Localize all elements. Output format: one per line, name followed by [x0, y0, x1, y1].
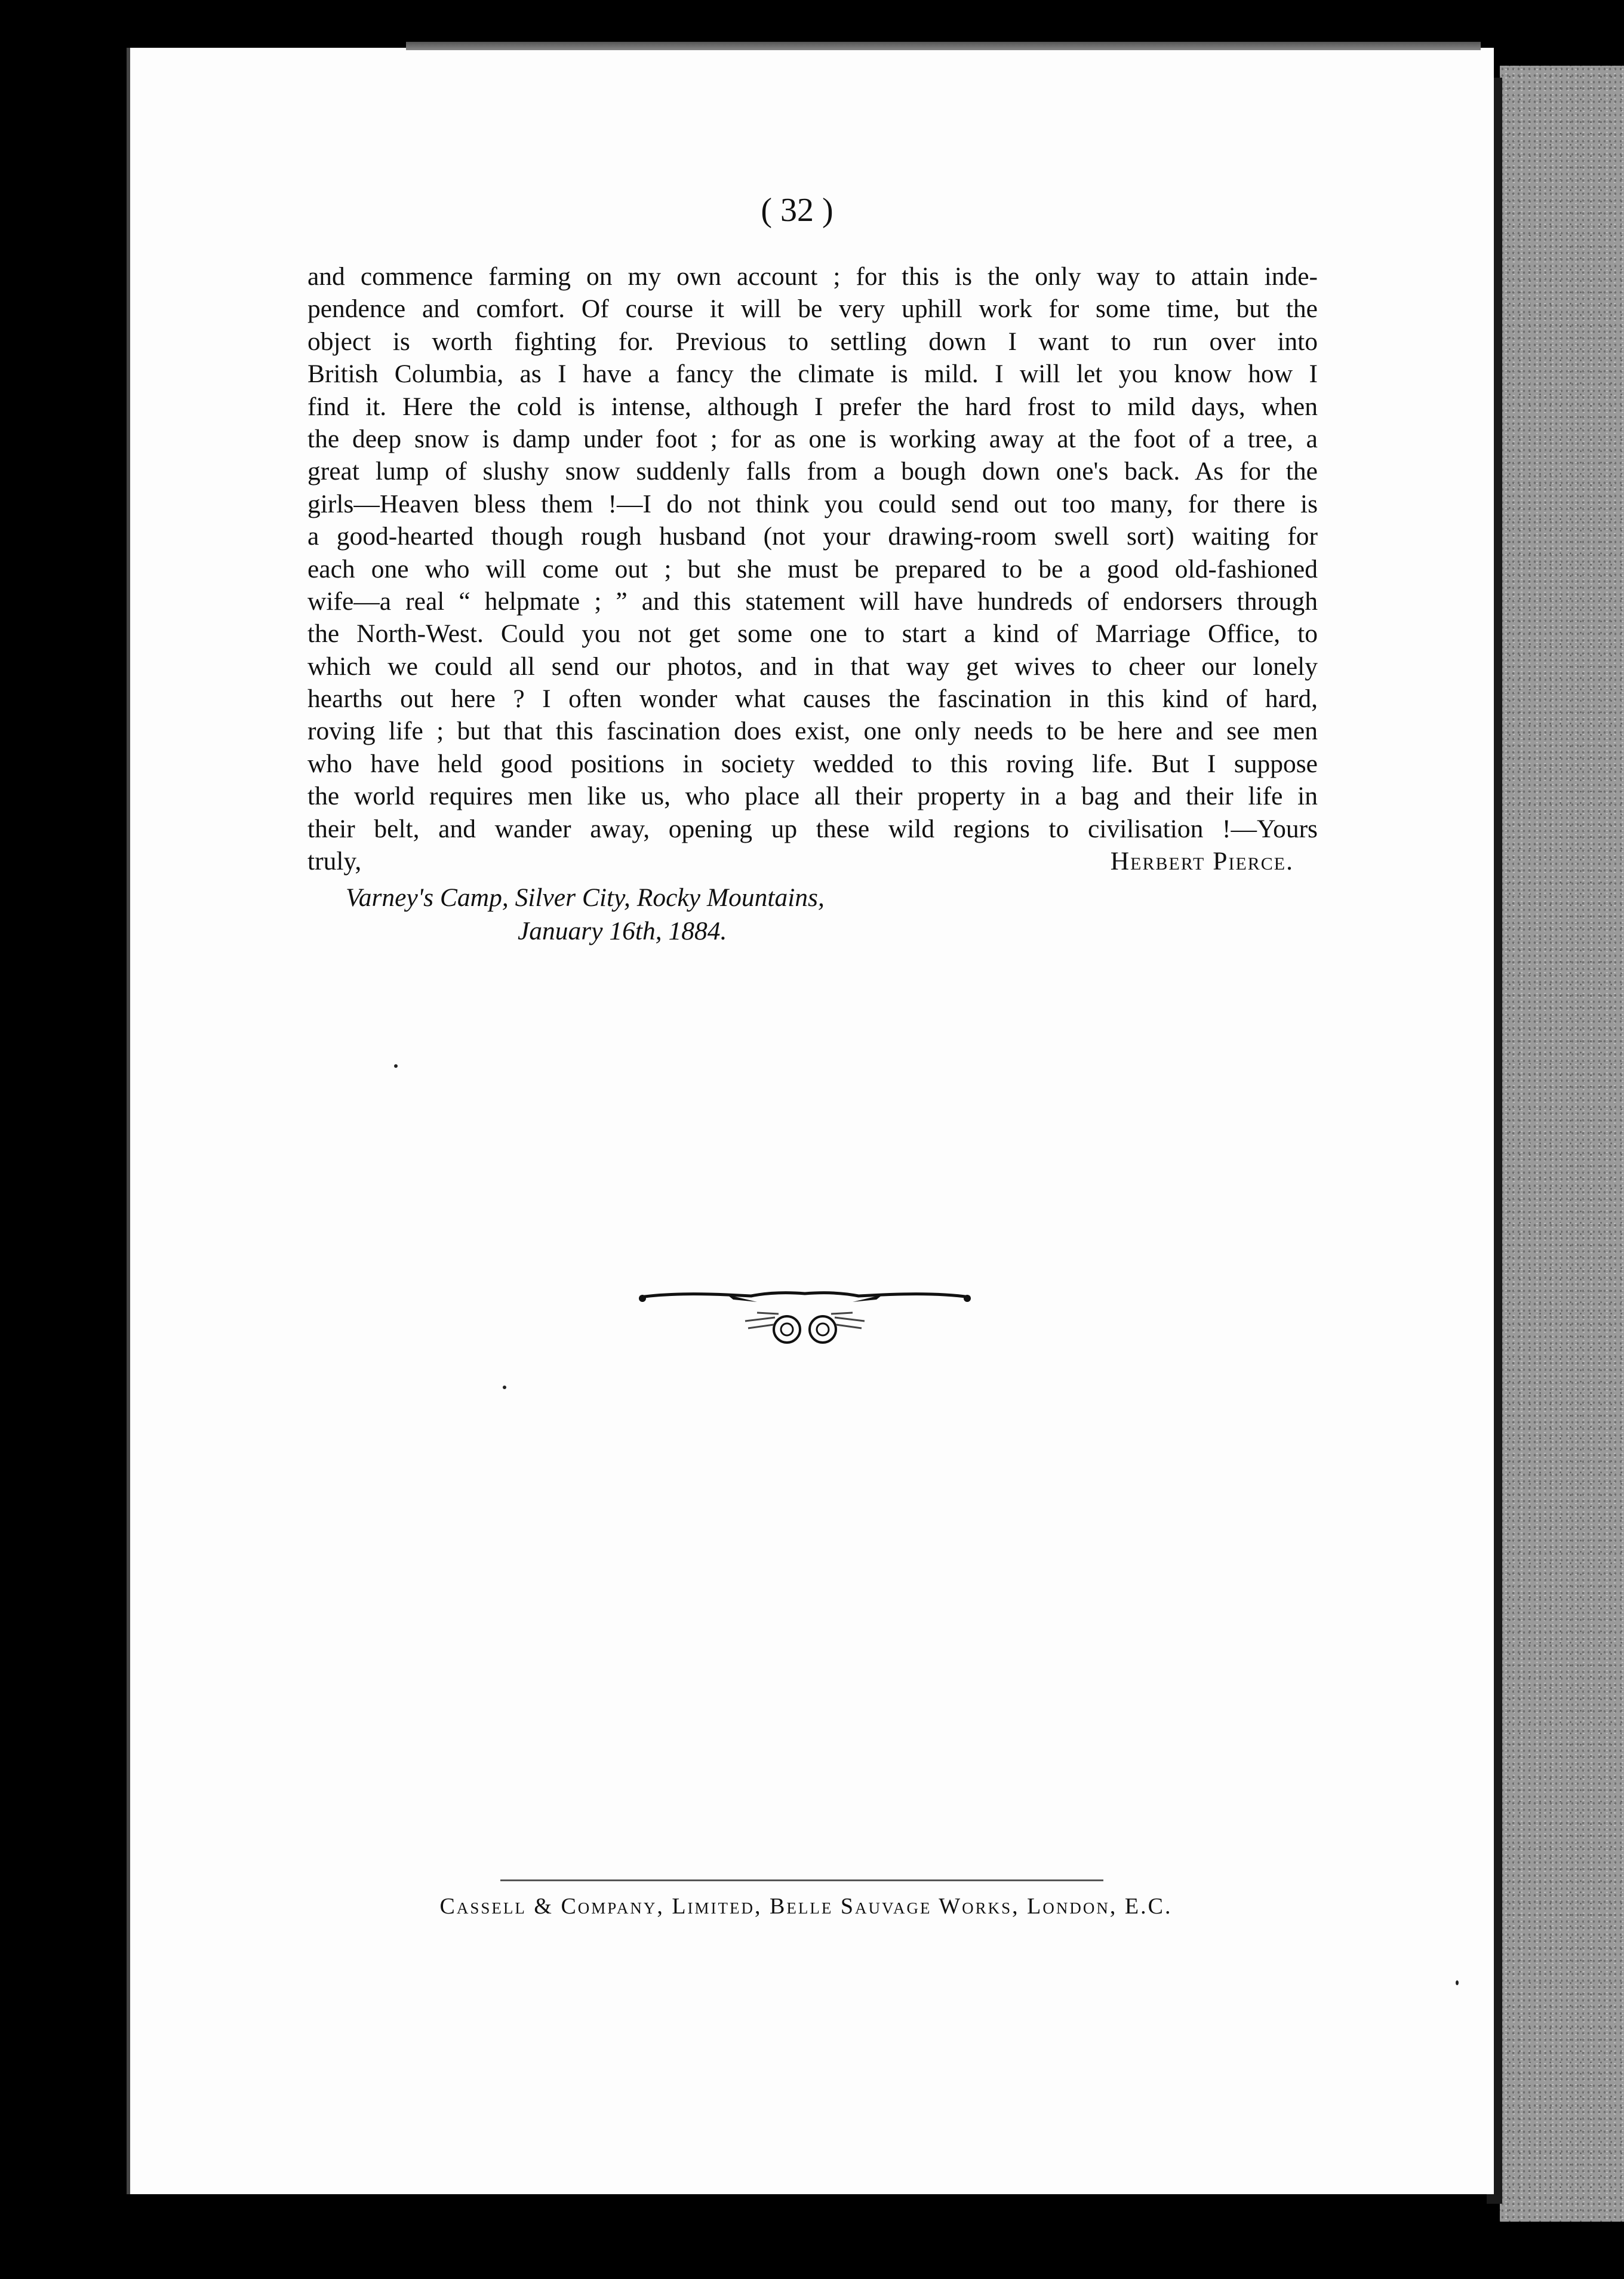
- body-line: the deep snow is damp under foot ; for as one is working away at the foot of a tree, a: [307, 424, 1318, 453]
- body-line: a good-hearted though rough husband (not your drawing-room swell sort) waiting for: [307, 522, 1318, 551]
- paper-speck: [394, 1064, 398, 1068]
- body-line: the world requires men like us, who place all their property in a bag and their life in: [307, 782, 1318, 811]
- body-line: and commence farming on my own account ; for this is the only way to attain inde-: [307, 262, 1318, 291]
- dateline-date: January 16th, 1884.: [518, 917, 727, 945]
- body-line: girls—Heaven bless them !—I do not think you could send out too many, for there is: [307, 489, 1318, 518]
- letter-body: [307, 260, 1318, 877]
- body-line: wife—a real “ helpmate ; ” and this statement will have hundreds of endorsers through: [307, 586, 1318, 616]
- body-line: who have held good positions in society wedded to this roving life. But I suppose: [307, 749, 1318, 778]
- page-top-edge: [406, 42, 1481, 50]
- dateline-place: Varney's Camp, Silver City, Rocky Mountains,: [346, 883, 825, 912]
- adjacent-page-edge: [1500, 66, 1624, 2222]
- body-line: roving life ; but that this fascination does exist, one only needs to be here and see men: [307, 717, 1318, 746]
- body-line: pendence and comfort. Of course it will be very uphill work for some time, but the: [307, 294, 1318, 324]
- body-line: each one who will come out ; but she must be prepared to be a good old-fashioned: [307, 554, 1318, 583]
- closing-word: truly,: [307, 847, 362, 876]
- paper-speck: [503, 1386, 506, 1389]
- page-left-edge: [127, 48, 130, 2194]
- body-line: the North-West. Could you not get some one to start a kind of Marriage Office, to: [307, 619, 1318, 649]
- body-line: British Columbia, as I have a fancy the climate is mild. I will let you know how I: [307, 360, 1318, 389]
- page-number: ( 32 ): [761, 192, 833, 229]
- footer-rule: [500, 1879, 1103, 1881]
- printer-imprint: Cassell & Company, Limited, Belle Sauvage Works, London, E.C.: [439, 1894, 1173, 1919]
- body-line: object is worth fighting for. Previous to settling down I want to run over into: [307, 327, 1318, 356]
- tailpiece-ornament-icon: [638, 1289, 972, 1354]
- closing-line: [307, 845, 1318, 877]
- body-line: find it. Here the cold is intense, although I prefer the hard frost to mild days, when: [307, 392, 1318, 421]
- body-line: hearths out here ? I often wonder what causes the fascination in this kind of hard,: [307, 684, 1318, 714]
- dateline: [307, 881, 825, 948]
- body-line: their belt, and wander away, opening up these wild regions to civilisation !—Yours: [307, 814, 1318, 843]
- body-line: great lump of slushy snow suddenly falls from a bough down one's back. As for the: [307, 457, 1318, 486]
- signature: Herbert Pierce.: [1110, 847, 1294, 876]
- body-line: which we could all send our photos, and in that way get wives to cheer our lonely: [307, 652, 1318, 681]
- paper-speck: [1456, 1980, 1459, 1985]
